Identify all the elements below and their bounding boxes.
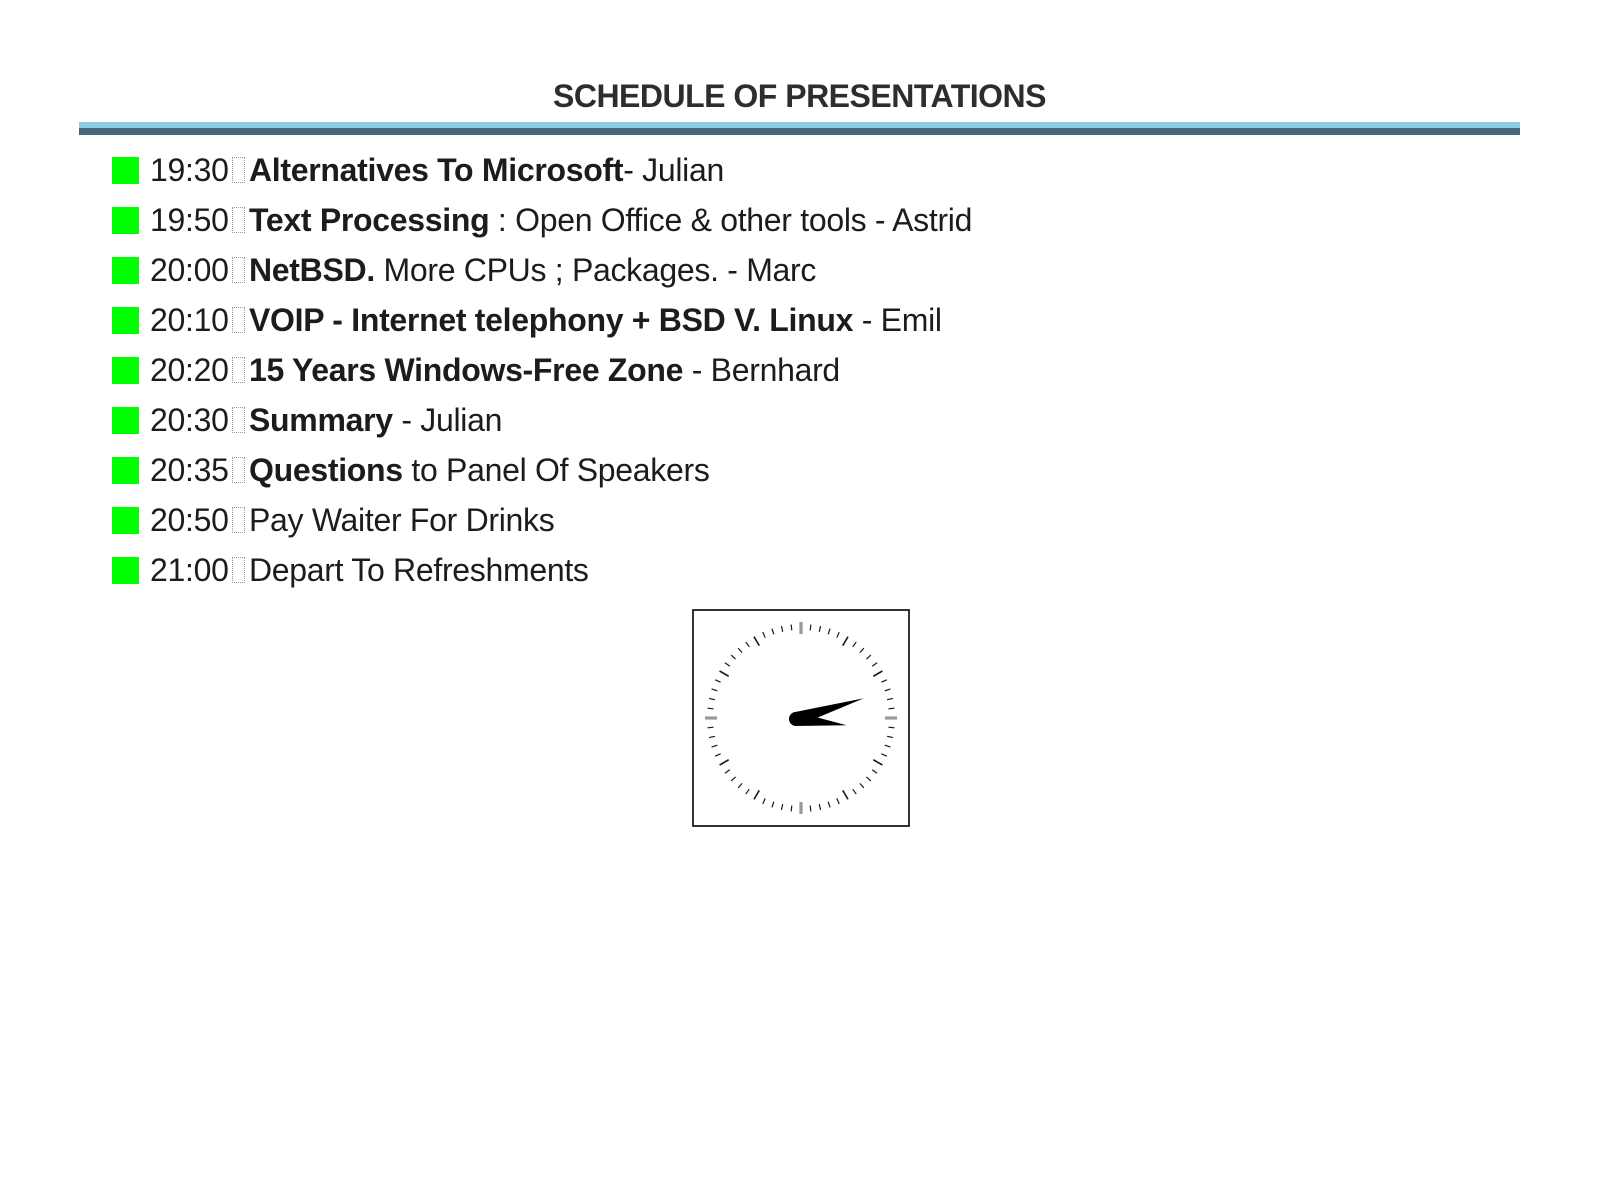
schedule-item (112, 345, 972, 395)
missing-glyph-box-icon (232, 357, 245, 383)
item-detail: - Julian (623, 151, 724, 188)
schedule-item (112, 195, 972, 245)
schedule-list (112, 145, 972, 595)
item-time: 20:50 (150, 501, 229, 538)
bullet-square-icon (112, 457, 139, 484)
item-detail: Depart To Refreshments (249, 551, 589, 588)
schedule-item (112, 245, 972, 295)
item-detail: to Panel Of Speakers (402, 451, 710, 488)
clock-minute-tick (889, 727, 895, 728)
item-time: 21:00 (150, 551, 229, 588)
item-detail: Pay Waiter For Drinks (249, 501, 555, 538)
clock-minute-tick (791, 625, 792, 631)
item-title: Questions (249, 451, 403, 488)
title-rule-dark (79, 128, 1520, 135)
missing-glyph-box-icon (232, 407, 245, 433)
clock-minute-tick (810, 806, 811, 812)
clock-minute-tick (708, 708, 714, 709)
missing-glyph-box-icon (232, 557, 245, 583)
bullet-square-icon (112, 357, 139, 384)
item-time: 20:00 (150, 251, 229, 288)
clock-hub (789, 712, 803, 726)
item-time: 20:35 (150, 451, 229, 488)
item-time: 20:20 (150, 351, 229, 388)
item-time: 20:30 (150, 401, 229, 438)
bullet-square-icon (112, 257, 139, 284)
schedule-item (112, 395, 972, 445)
clock-minute-tick (708, 727, 714, 728)
bullet-square-icon (112, 507, 139, 534)
bullet-square-icon (112, 307, 139, 334)
bullet-square-icon (112, 407, 139, 434)
schedule-item (112, 445, 972, 495)
missing-glyph-box-icon (232, 157, 245, 183)
item-time: 19:30 (150, 151, 229, 188)
schedule-item (112, 295, 972, 345)
item-detail: - Bernhard (683, 351, 840, 388)
bullet-square-icon (112, 207, 139, 234)
schedule-item (112, 495, 972, 545)
analog-clock (692, 609, 910, 827)
schedule-item (112, 145, 972, 195)
item-title: 15 Years Windows-Free Zone (249, 351, 684, 388)
bullet-square-icon (112, 557, 139, 584)
schedule-item (112, 545, 972, 595)
item-detail: : Open Office & other tools - Astrid (489, 201, 973, 238)
clock-minute-tick (889, 708, 895, 709)
missing-glyph-box-icon (232, 507, 245, 533)
item-time: 19:50 (150, 201, 229, 238)
clock-minute-tick (810, 625, 811, 631)
clock-minute-tick (791, 806, 792, 812)
item-title: VOIP - Internet telephony + BSD V. Linux (249, 301, 854, 338)
item-title: NetBSD. (249, 251, 375, 288)
missing-glyph-box-icon (232, 207, 245, 233)
item-detail: More CPUs ; Packages. - Marc (374, 251, 817, 288)
item-title: Summary (249, 401, 393, 438)
item-title: Alternatives To Microsoft (249, 151, 624, 188)
item-title: Text Processing (249, 201, 490, 238)
item-time: 20:10 (150, 301, 229, 338)
missing-glyph-box-icon (232, 257, 245, 283)
missing-glyph-box-icon (232, 307, 245, 333)
item-detail: - Julian (392, 401, 503, 438)
page-title: SCHEDULE OF PRESENTATIONS (552, 78, 1046, 114)
bullet-square-icon (112, 157, 139, 184)
item-detail: - Emil (853, 301, 942, 338)
missing-glyph-box-icon (232, 457, 245, 483)
